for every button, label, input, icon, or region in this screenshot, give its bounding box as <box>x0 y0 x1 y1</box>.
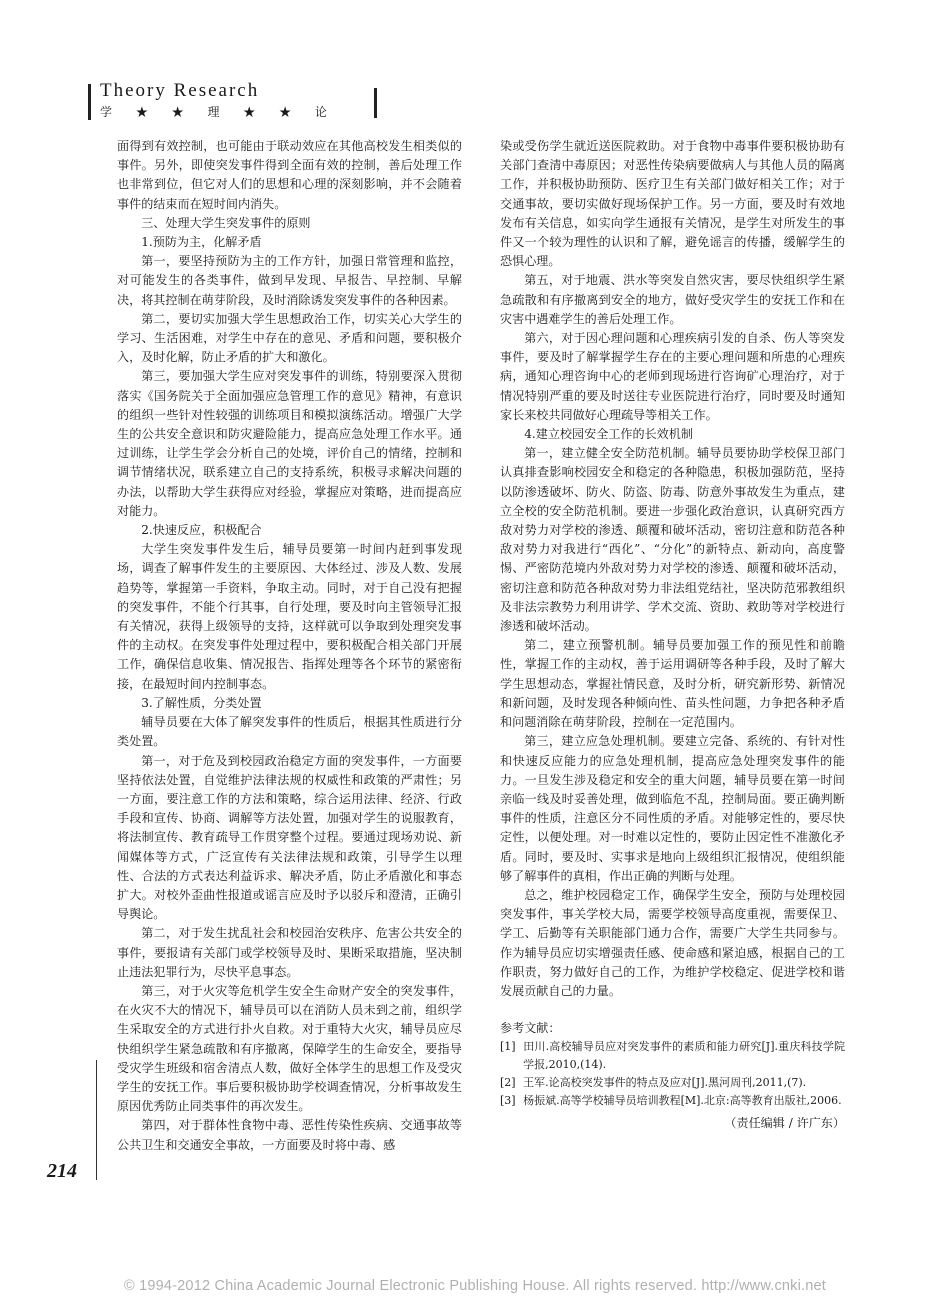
paragraph: 第二，要切实加强大学生思想政治工作，切实关心大学生的学习、生活困难，对学生中存在的意见、矛盾和问题，要积极介入，及时化解，防止矛盾的扩大和激化。 <box>117 311 462 365</box>
margin-rule <box>96 1060 97 1180</box>
paragraph: 辅导员要在大体了解突发事件的性质后，根据其性质进行分类处置。 <box>117 715 462 749</box>
reference-item <box>500 1074 845 1092</box>
subsection-heading: 3.了解性质，分类处置 <box>141 695 262 710</box>
reference-text: 王军.论高校突发事件的特点及应对[J].黑河周刊,2011,(7). <box>523 1076 807 1090</box>
paragraph: 大学生突发事件发生后，辅导员要第一时间内赶到事发现场，调查了解事件发生的主要原因、大体经过、涉及人数、发展趋势等，掌握第一手资料，争取主动。同时，对于自己没有把握的突发事件，不能个行其事，自行处理，要及时向主管领导汇报有关情况，获得上级领导的支持，这样就可以争取到处理突发事件的主动权。在突发事件处理过程中，要积极配合相关部门开展工作，确保信息收集、情况报告、指挥处理等各个环节的紧密衔接，在最短时间内控制事态。 <box>117 542 462 691</box>
paragraph: 第二，建立预警机制。辅导员要加强工作的预见性和前瞻性，掌握工作的主动权，善于运用调研等各种手段，及时了解大学生思想动态，掌握社情民意，及时分析，研究新形势、新情况和新问题，及时发现各种倾向性、苗头性问题，力争把各种矛盾和问题消除在萌芽阶段，控制在一定范围内。 <box>500 638 845 730</box>
reference-item <box>500 1038 845 1074</box>
header-right-bar <box>374 88 377 118</box>
paragraph: 第二，对于发生扰乱社会和校园治安秩序、危害公共安全的事件，要报请有关部门或学校领导及时、果断采取措施，坚决制止违法犯罪行为，尽快平息事态。 <box>117 926 462 979</box>
paragraph: 第一，建立健全安全防范机制。辅导员要协助学校保卫部门认真排查影响校园安全和稳定的各种隐患，积极加强防范，坚持以防渗透破坏、防火、防盗、防毒、防意外事故发生为重点，建立全校的安全防范机制。要进一步强化政治意识，认真研究西方敌对势力对学校的渗透、颠覆和破坏活动，密切注意和防范各种敌对势力对我进行“西化”、“分化”的新特点、新动向，高度警惕、严密防范境内外敌对势力对学校的渗透、颠覆和破坏活动，密切注意和防范各种敌对势力非法组党结社，坚决防范邪教组织及非法宗教势力利用讲学、学术交流、资助、救助等对学校进行渗透和破坏活动。 <box>500 446 845 634</box>
copyright-footer: © 1994-2012 China Academic Journal Electronic Publishing House. All rights reserved. http://www.cnki.net <box>123 1278 827 1294</box>
paragraph: 染或受伤学生就近送医院救助。对于食物中毒事件要积极协助有关部门查清中毒原因；对恶性传染病要做病人与其他人员的隔离工作，并积极协助预防、医疗卫生有关部门做好相关工作；对于交通事故，要切实做好现场保护工作。另一方面，要及时有效地发布有关信息，如实向学生通报有关情况，是学生对所发生的事件又一个较为理性的认识和了解，避免谣言的传播，缓解学生的恐惧心理。 <box>500 139 845 269</box>
subsection-heading: 1.预防为主，化解矛盾 <box>141 235 262 250</box>
right-column <box>500 137 845 1134</box>
references-title: 参考文献： <box>500 1021 561 1036</box>
subsection-heading: 2.快速反应，积极配合 <box>141 523 262 538</box>
journal-title-cn: 学 ★ ★ 理 ★ ★ 论 <box>100 105 337 119</box>
section-heading: 三、处理大学生突发事件的原则 <box>141 215 311 230</box>
paragraph: 第三，对于火灾等危机学生安全生命财产安全的突发事件，在火灾不大的情况下，辅导员可以在消防人员未到之前，组织学生采取安全的方式进行扑火自救。对于重特大火灾，辅导员应尽快组织学生紧急疏散和有序撤离，保障学生的生命安全，要指导受灾学生班级和宿舍清点人数，做好全体学生的思想工作及受灾学生的安抚工作。事后要积极协助学校调查情况，分析事故发生原因优秀防止同类事件的再次发生。 <box>117 983 462 1114</box>
paragraph: 第三，建立应急处理机制。要建立完备、系统的、有针对性和快速反应能力的应急处理机制，提高应急处理突发事件的能力。一旦发生涉及稳定和安全的重大问题，辅导员要在第一时间亲临一线及时妥善处理，做到临危不乱，控制局面。要正确判断事件的性质，注意区分不同性质的矛盾。对能够定性的，要尽快定性，以便处理。对一时难以定性的，要防止因定性不准激化矛盾。同时，要及时、实事求是地向上级组织汇报情况，使组织能够了解事件的真相，作出正确的判断与处理。 <box>500 734 845 883</box>
page-number: 214 <box>47 1160 77 1182</box>
paragraph: 第三，要加强大学生应对突发事件的训练，特别要深入贯彻落实《国务院关于全面加强应急管理工作的意见》精神，有意识的组织一些针对性较强的训练项目和模拟演练活动。增强广大学生的公共安全意识和防灾避险能力，提高应急处理工作水平。通过训练，让学生学会分析自己的处境，评价自己的情绪，控制和调节情绪状况，联系建立自己的支持系统，积极寻求解决问题的办法，以帮助大学生获得应对经验，掌握应对策略，进而提高应对能力。 <box>117 369 462 518</box>
reference-text: 杨振斌.高等学校辅导员培训教程[M].北京:高等教育出版社,2006. <box>523 1094 842 1108</box>
reference-item <box>500 1092 845 1110</box>
header-left-bar <box>88 84 91 120</box>
subsection-heading: 4.建立校园安全工作的长效机制 <box>524 427 693 442</box>
paragraph: 总之，维护校园稳定工作，确保学生安全，预防与处理校园突发事件，事关学校大局，需要学校领导高度重视，需要保卫、学工、后勤等有关职能部门通力合作，需要广大学生共同参与。作为辅导员应切实增强责任感、使命感和紧迫感，根据自己的工作职责，努力做好自己的工作，为维护学校稳定、促进学校和谐发展贡献自己的力量。 <box>500 887 845 998</box>
paragraph: 第一，要坚持预防为主的工作方针，加强日常管理和监控，对可能发生的各类事件，做到早发现、早报告、早控制、早解决，将其控制在萌芽阶段，及时消除诱发突发事件的各种因素。 <box>117 254 462 307</box>
paragraph: 第五，对于地震、洪水等突发自然灾害，要尽快组织学生紧急疏散和有序撤离到安全的地方，做好受灾学生的安抚工作和在灾害中遇难学生的善后处理工作。 <box>500 273 845 326</box>
paragraph: 第四，对于群体性食物中毒、恶性传染性疾病、交通事故等公共卫生和交通安全事故，一方面要及时将中毒、感 <box>117 1118 462 1152</box>
paragraph: 面得到有效控制，也可能由于联动效应在其他高校发生相类似的事件。另外，即使突发事件得到全面有效的控制，善后处理工作也非常到位，但它对人们的思想和心理的深刻影响，并不会随着事件的结束而在短时间内消失。 <box>117 139 462 211</box>
reference-number: [2] <box>500 1076 516 1090</box>
reference-number: [1] <box>500 1040 516 1054</box>
paragraph: 第六，对于因心理问题和心理疾病引发的自杀、伤人等突发事件，要及时了解掌握学生存在的主要心理问题和所患的心理疾病，通知心理咨询中心的老师到现场进行咨询矿心理治疗，对于情况特别严重的要及时送往专业医院进行治疗，同时要及时通知家长来校共同做好心理疏导等相关工作。 <box>500 331 845 422</box>
responsible-editor: （责任编辑 / 许广东） <box>724 1116 845 1131</box>
paragraph: 第一，对于危及到校园政治稳定方面的突发事件，一方面要坚持依法处置，自觉维护法律法规的权威性和政策的严肃性；另一方面，要注意工作的方法和策略，综合运用法律、经济、行政手段和宣传、协商、调解等方法处置，加强对学生的说服教育，将法制宣传、教育疏导工作贯穿整个过程。要通过现场劝说、新闻媒体等方式，广泛宣传有关法律法规和政策，引导学生以理性、合法的方式表达利益诉求、解决矛盾，防止矛盾激化和事态扩大。对校外歪曲性报道或谣言应及时予以驳斥和澄清，正确引导舆论。 <box>117 753 462 922</box>
reference-text: 田川.高校辅导员应对突发事件的素质和能力研究[J].重庆科技学院学报,2010,(14). <box>523 1040 845 1072</box>
journal-header <box>88 80 388 130</box>
left-column <box>117 137 462 1155</box>
journal-title-en: Theory Research <box>100 80 260 101</box>
reference-number: [3] <box>500 1094 516 1108</box>
